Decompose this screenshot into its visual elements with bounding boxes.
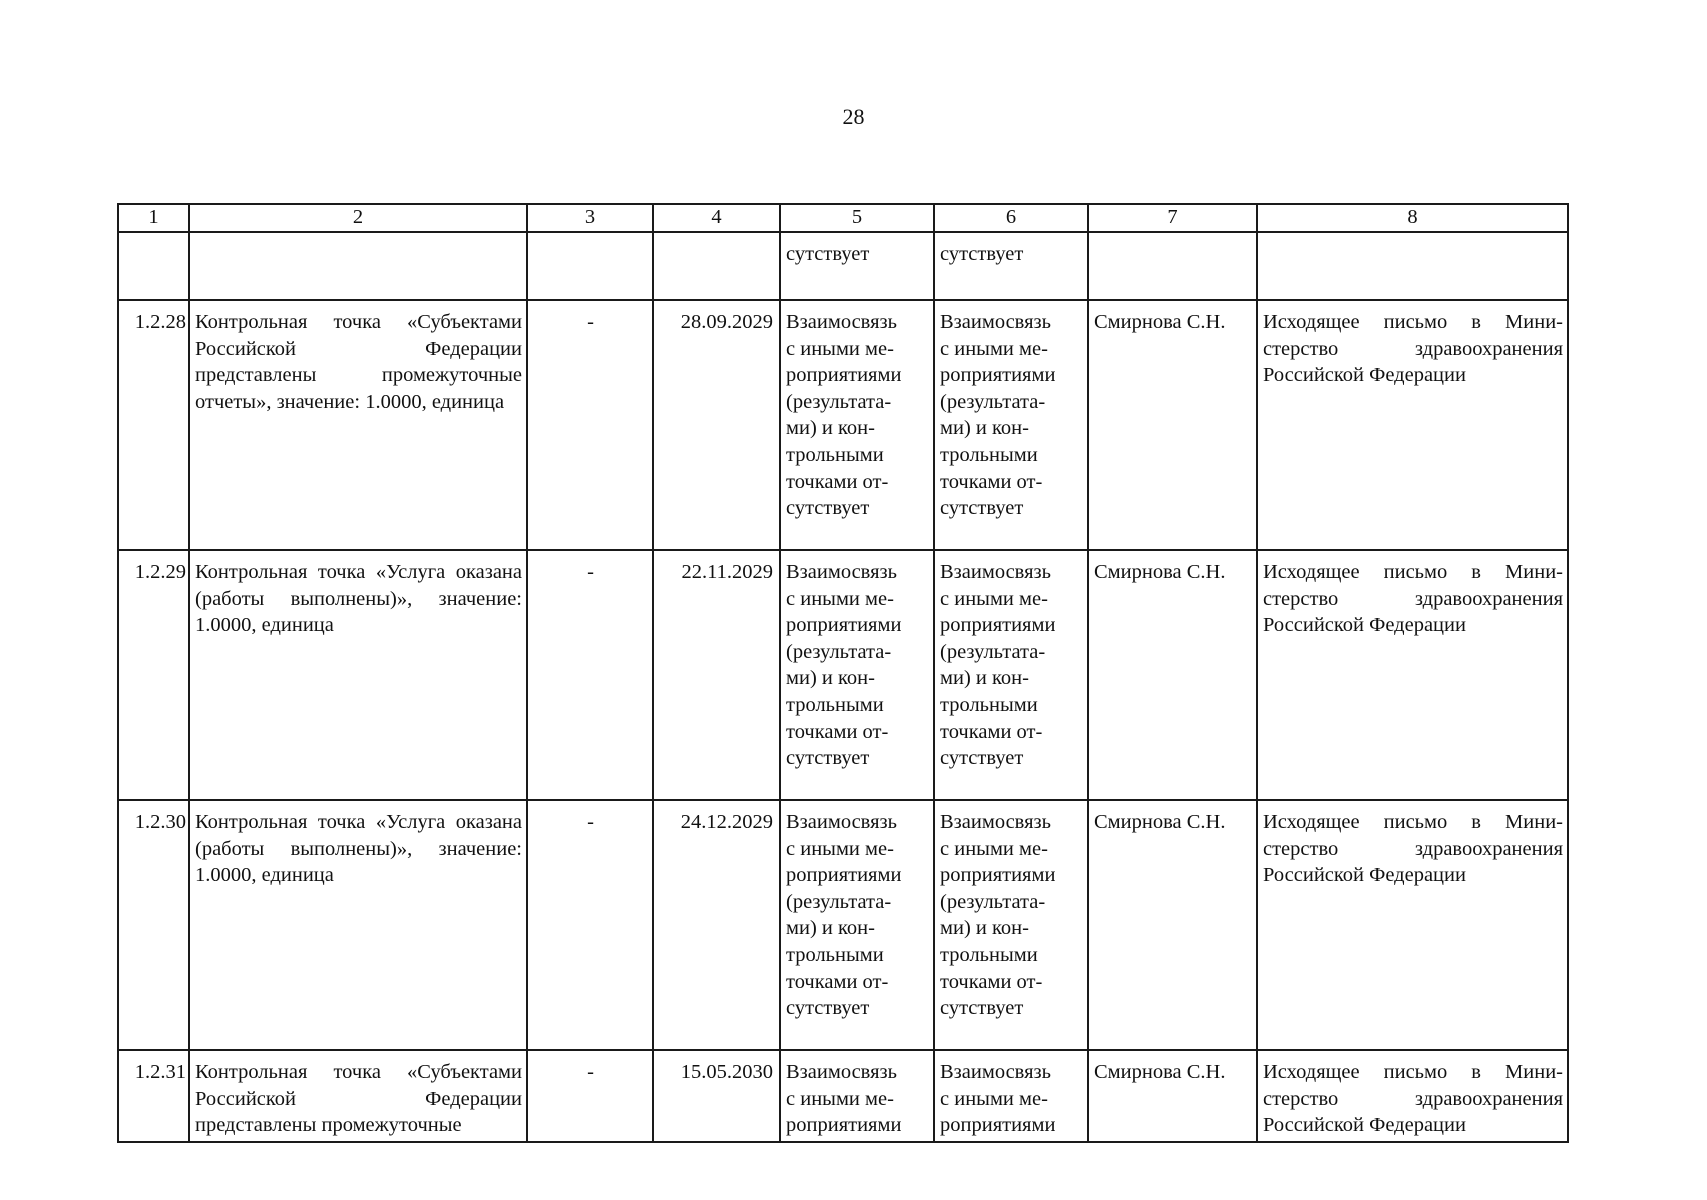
table-row (118, 800, 1568, 1050)
table-row (118, 1050, 1568, 1142)
table-row (118, 550, 1568, 800)
item-description: Контрольная точка «Услуга оказана (работы выполнены)», значение: 1.0000, единица (189, 550, 527, 800)
relation-cell: Взаимосвязь с иными ме- роприятиями (780, 1050, 934, 1142)
dash-cell: - (527, 1050, 653, 1142)
column-number: 5 (780, 204, 934, 232)
column-number: 3 (527, 204, 653, 232)
empty-cell (653, 232, 780, 300)
empty-cell (1088, 232, 1257, 300)
column-number: 7 (1088, 204, 1257, 232)
relation-cell: Взаимосвязь с иными ме- роприятиями (934, 1050, 1088, 1142)
relation-cell: Взаимосвязь с иными ме- роприятиями (результата- ми) и кон- трольными точками от- сутствует (780, 800, 934, 1050)
column-number: 6 (934, 204, 1088, 232)
relation-cell: Взаимосвязь с иными ме- роприятиями (результата- ми) и кон- трольными точками от- сутствует (934, 300, 1088, 550)
column-number: 1 (118, 204, 189, 232)
empty-cell (118, 232, 189, 300)
item-number: 1.2.28 (118, 300, 189, 550)
item-description: Контрольная точка «Субъектами Российской Федерации представлены промежуточные отчеты», значение: 1.0000, единица (189, 300, 527, 550)
dash-cell: - (527, 550, 653, 800)
item-number: 1.2.29 (118, 550, 189, 800)
empty-cell (527, 232, 653, 300)
item-number: 1.2.31 (118, 1050, 189, 1142)
column-number-row (118, 204, 1568, 232)
responsible-person: Смирнова С.Н. (1088, 1050, 1257, 1142)
column-number: 8 (1257, 204, 1568, 232)
due-date: 15.05.2030 (653, 1050, 780, 1142)
due-date: 28.09.2029 (653, 300, 780, 550)
confirming-document: Исходящее письмо в Министерство здравоохранения Российской Федерации (1257, 300, 1568, 550)
responsible-person: Смирнова С.Н. (1088, 550, 1257, 800)
table-row (118, 300, 1568, 550)
item-description: Контрольная точка «Услуга оказана (работы выполнены)», значение: 1.0000, единица (189, 800, 527, 1050)
confirming-document: Исходящее письмо в Министерство здравоохранения Российской Федерации (1257, 550, 1568, 800)
due-date: 22.11.2029 (653, 550, 780, 800)
confirming-document: Исходящее письмо в Министерство здравоохранения Российской Федерации (1257, 1050, 1568, 1142)
item-number: 1.2.30 (118, 800, 189, 1050)
relation-cell: Взаимосвязь с иными ме- роприятиями (результата- ми) и кон- трольными точками от- сутствует (934, 800, 1088, 1050)
empty-cell (189, 232, 527, 300)
relation-cell: сутствует (934, 232, 1088, 300)
plan-table (117, 203, 1569, 1143)
item-description: Контрольная точка «Субъектами Российской Федерации представлены промежуточные (189, 1050, 527, 1142)
column-number: 2 (189, 204, 527, 232)
relation-cell: Взаимосвязь с иными ме- роприятиями (результата- ми) и кон- трольными точками от- сутствует (780, 550, 934, 800)
dash-cell: - (527, 300, 653, 550)
empty-cell (1257, 232, 1568, 300)
responsible-person: Смирнова С.Н. (1088, 800, 1257, 1050)
continuation-row (118, 232, 1568, 300)
dash-cell: - (527, 800, 653, 1050)
relation-cell: Взаимосвязь с иными ме- роприятиями (результата- ми) и кон- трольными точками от- сутствует (934, 550, 1088, 800)
relation-cell: сутствует (780, 232, 934, 300)
confirming-document: Исходящее письмо в Министерство здравоохранения Российской Федерации (1257, 800, 1568, 1050)
due-date: 24.12.2029 (653, 800, 780, 1050)
responsible-person: Смирнова С.Н. (1088, 300, 1257, 550)
page-number: 28 (842, 104, 865, 129)
relation-cell: Взаимосвязь с иными ме- роприятиями (результата- ми) и кон- трольными точками от- сутствует (780, 300, 934, 550)
column-number: 4 (653, 204, 780, 232)
